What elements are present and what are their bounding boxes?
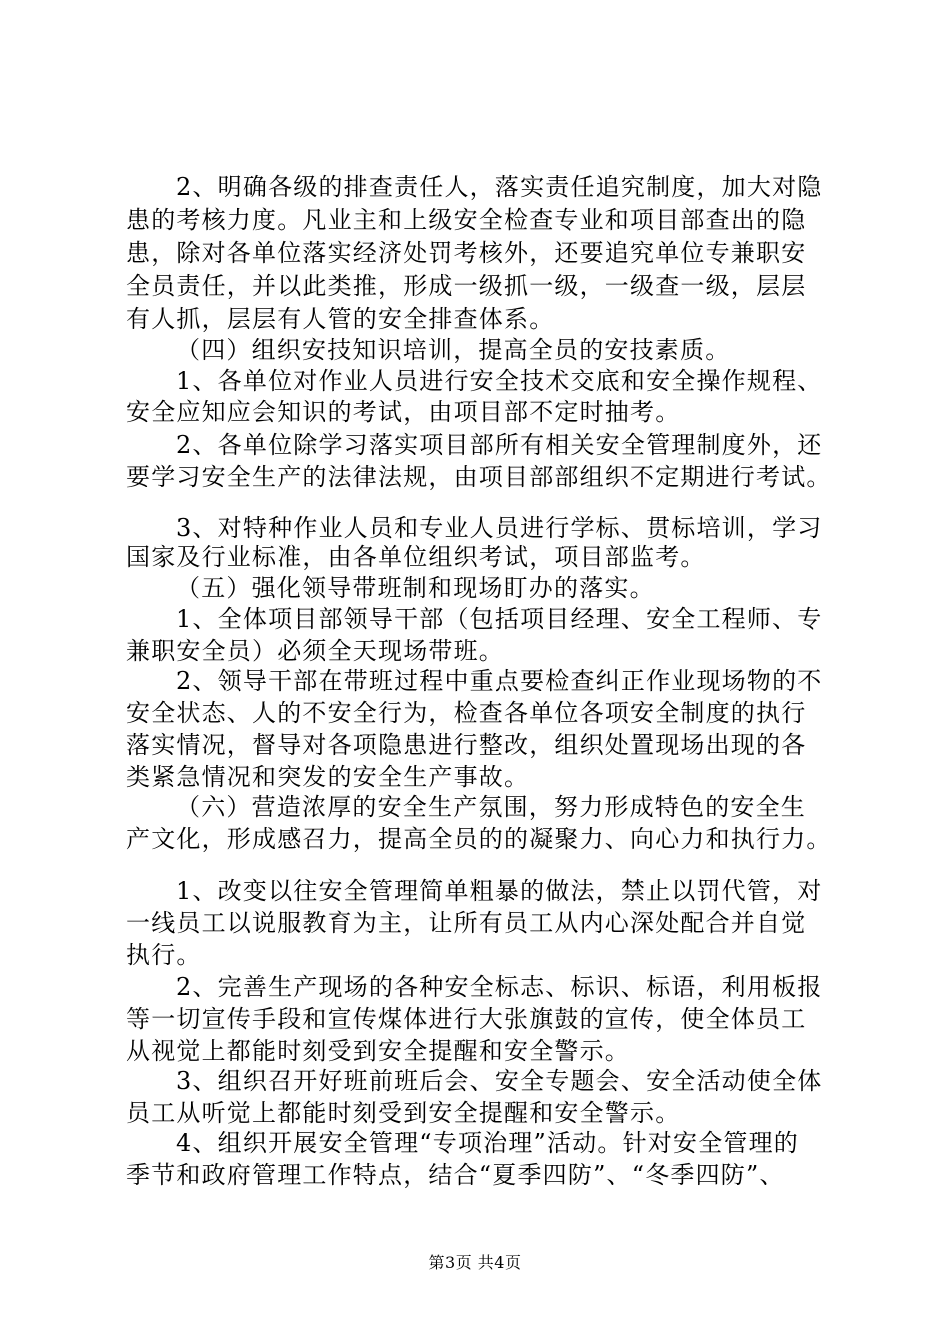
text-line: 2、明确各级的排查责任人，落实责任追究制度，加大对隐 [176,173,823,201]
section-heading: （五）强化领导带班制和现场盯办的落实。 [176,574,655,602]
text-line: 安全应知应会知识的考试，由项目部不定时抽考。 [126,398,681,426]
text-line: 2、完善生产现场的各种安全标志、标识、标语，利用板报 [176,973,823,1001]
section-heading: （六）营造浓厚的安全生产氛围，努力形成特色的安全生 [176,793,806,821]
text-line: 等一切宣传手段和宣传煤体进行大张旗鼓的宣传，使全体员工 [126,1005,807,1033]
text-line: 2、各单位除学习落实项目部所有相关安全管理制度外，还 [176,431,823,459]
text-line: 患，除对各单位落实经济处罚考核外，还要追究单位专兼职安 [126,239,807,267]
text-line: 落实情况，督导对各项隐患进行整改，组织处置现场出现的各 [126,731,807,759]
text-line: 1、各单位对作业人员进行安全技术交底和安全操作规程、 [176,367,823,395]
text-line: 类紧急情况和突发的安全生产事故。 [126,763,530,791]
text-line: 2、领导干部在带班过程中重点要检查纠正作业现场物的不 [176,667,823,695]
text-line: 季节和政府管理工作特点，结合“夏季四防”、“冬季四防”、 [126,1161,785,1189]
text-line: 产文化，形成感召力，提高全员的的凝聚力、向心力和执行力。 [126,825,832,853]
text-line: 一线员工以说服教育为主，让所有员工从内心深处配合并自觉 [126,909,807,937]
text-line: 国家及行业标准，由各单位组织考试，项目部监考。 [126,543,706,571]
text-line: 4、组织开展安全管理“专项治理”活动。针对安全管理的 [176,1129,800,1157]
text-line: 患的考核力度。凡业主和上级安全检查专业和项目部查出的隐 [126,206,807,234]
text-line: 全员责任，并以此类推，形成一级抓一级，一级查一级，层层 [126,272,807,300]
text-line: 3、组织召开好班前班后会、安全专题会、安全活动使全体 [176,1067,823,1095]
text-line: 有人抓，层层有人管的安全排查体系。 [126,305,555,333]
text-line: 执行。 [126,941,202,969]
text-line: 安全状态、人的不安全行为，检查各单位各项安全制度的执行 [126,699,807,727]
text-line: 要学习安全生产的法律法规，由项目部部组织不定期进行考试。 [126,463,832,491]
text-line: 从视觉上都能时刻受到安全提醒和安全警示。 [126,1037,630,1065]
text-line: 3、对特种作业人员和专业人员进行学标、贯标培训，学习 [176,514,823,542]
text-line: 1、全体项目部领导干部（包括项目经理、安全工程师、专 [176,605,823,633]
text-line: 1、改变以往安全管理简单粗暴的做法，禁止以罚代管，对 [176,877,823,905]
section-heading: （四）组织安技知识培训，提高全员的安技素质。 [176,336,731,364]
text-line: 兼职安全员）必须全天现场带班。 [126,637,504,665]
page-footer: 第3页 共4页 [428,1253,522,1272]
text-line: 员工从听觉上都能时刻受到安全提醒和安全警示。 [126,1099,681,1127]
